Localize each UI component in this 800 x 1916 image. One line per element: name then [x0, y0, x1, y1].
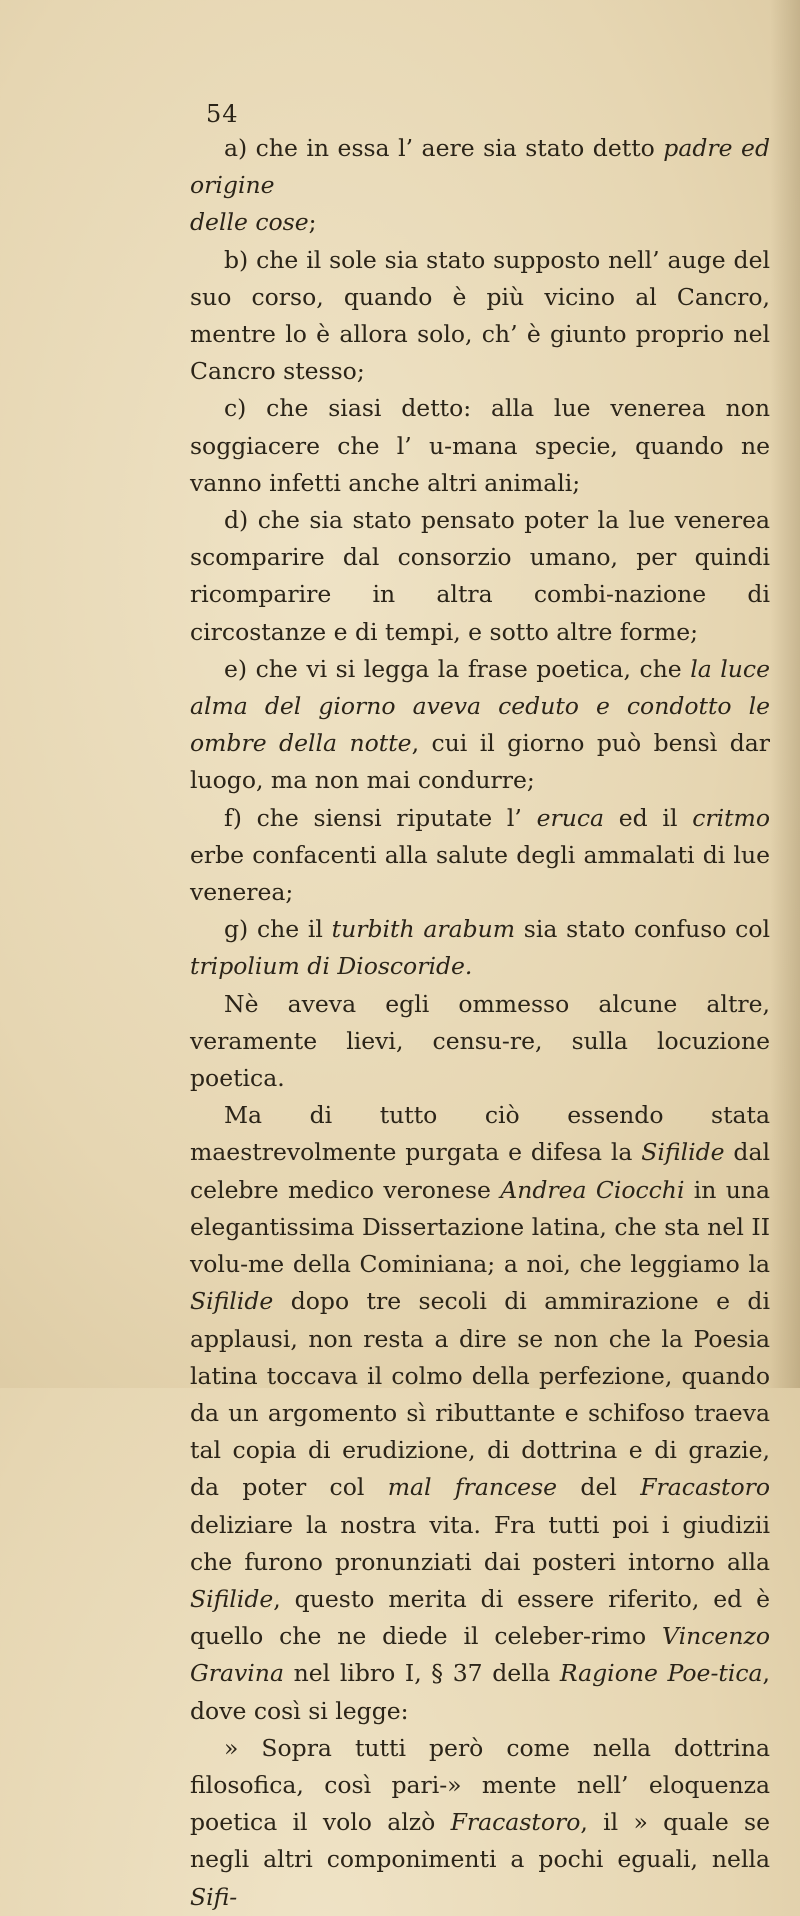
- text-run: » Sopra tutti però come nella dottrina filosofica, così pari-» mente nell’ eloquenza poetica il volo alzò: [190, 1733, 770, 1837]
- paragraph: [190, 130, 770, 204]
- text-run: Nè aveva egli ommesso alcune altre, veramente lievi, censu-re, sulla locuzione poetica.: [190, 989, 770, 1093]
- paragraph: [190, 800, 770, 912]
- text-run: , cui il giorno può bensì dar luogo, ma non mai condurre;: [190, 729, 770, 795]
- italic-text-run: la luce alma del giorno aveva ceduto e condotto le ombre della notte: [190, 654, 770, 758]
- text-run: , il » quale se negli altri componimenti a pochi eguali, nella: [190, 1808, 770, 1874]
- paragraph: [190, 1730, 770, 1916]
- text-run: ;: [308, 208, 317, 237]
- paragraph: [190, 502, 770, 651]
- text-run: Ma di tutto ciò essendo stata maestrevolmente purgata e difesa la: [190, 1101, 770, 1167]
- italic-text-run: Sifi-: [190, 1882, 238, 1911]
- italic-text-run: turbith arabum: [331, 915, 516, 944]
- text-run: d) che sia stato pensato poter la lue venerea scomparire dal consorzio umano, per quindi ricomparire in altra combi-nazione di circostanze e di tempi, e sotto altre forme;: [190, 506, 770, 646]
- paragraph: [190, 1097, 770, 1729]
- italic-text-run: Sifilide: [641, 1138, 725, 1167]
- italic-text-run: delle cose: [190, 208, 309, 237]
- page-edge-shadow: [770, 0, 800, 1388]
- paragraph: [190, 242, 770, 391]
- text-run: in una elegantissima Dissertazione latina, che sta nel II volu-me della Cominiana; a noi, che leggiamo la: [190, 1175, 771, 1279]
- paragraph: [190, 911, 770, 985]
- text-run: dal celebre medico veronese: [190, 1138, 770, 1204]
- italic-text-run: Sifilide: [190, 1584, 274, 1613]
- text-run: , questo merita di essere riferito, ed è quello che ne diede il celeber-rimo: [190, 1584, 770, 1651]
- text-run: nel libro I, § 37 della: [283, 1659, 560, 1688]
- text-run: g) che il: [224, 915, 332, 944]
- italic-text-run: Andrea Ciocchi: [500, 1175, 685, 1204]
- italic-text-run: Fracastoro: [450, 1808, 581, 1837]
- page-body-text: [190, 130, 770, 1916]
- text-run: f) che siensi riputate l’: [224, 803, 537, 832]
- book-page: [190, 0, 771, 1911]
- italic-text-run: Vincenzo Gravina: [190, 1622, 770, 1688]
- page-number: 54: [206, 100, 239, 128]
- text-run: , dove così si legge:: [190, 1659, 770, 1725]
- paragraph: [190, 651, 770, 800]
- text-run: ed il: [604, 803, 693, 832]
- text-run: sia stato confuso col: [515, 915, 770, 944]
- text-run: del: [557, 1473, 641, 1502]
- text-run: erbe confacenti alla salute degli ammalati di lue venerea;: [190, 840, 770, 907]
- paragraph: [190, 204, 770, 241]
- italic-text-run: Ragione Poe-tica: [559, 1659, 763, 1688]
- italic-text-run: eruca: [536, 803, 605, 832]
- italic-text-run: Fracastoro: [640, 1473, 770, 1502]
- paragraph: [190, 390, 770, 502]
- text-run: dopo tre secoli di ammirazione e di applausi, non resta a dire se non che la Poesia latina toccava il colmo della perfezione, quando da un argomento sì ributtante e schifoso traeva tal copia di erudizione, di dottrina e di grazie, da poter col: [190, 1287, 770, 1502]
- italic-text-run: mal francese: [387, 1473, 558, 1502]
- italic-text-run: tripolium di Dioscoride.: [190, 952, 473, 981]
- paragraph: [190, 986, 770, 1098]
- italic-text-run: Sifilide: [190, 1287, 274, 1316]
- text-run: b) che il sole sia stato supposto nell’ auge del suo corso, quando è più vicino al Cancro, mentre lo è allora solo, ch’ è giunto proprio nel Cancro stesso;: [190, 245, 770, 386]
- text-run: c) che siasi detto: alla lue venerea non soggiacere che l’ u-mana specie, quando ne vanno infetti anche altri animali;: [190, 394, 770, 497]
- text-run: e) che vi si legga la frase poetica, che: [224, 654, 691, 683]
- italic-text-run: padre ed origine: [190, 134, 770, 200]
- text-run: a) che in essa l’ aere sia stato detto: [224, 134, 664, 162]
- italic-text-run: critmo: [692, 803, 770, 832]
- text-run: deliziare la nostra vita. Fra tutti poi i giudizii che furono pronunziati dai posteri intorno alla: [190, 1510, 770, 1576]
